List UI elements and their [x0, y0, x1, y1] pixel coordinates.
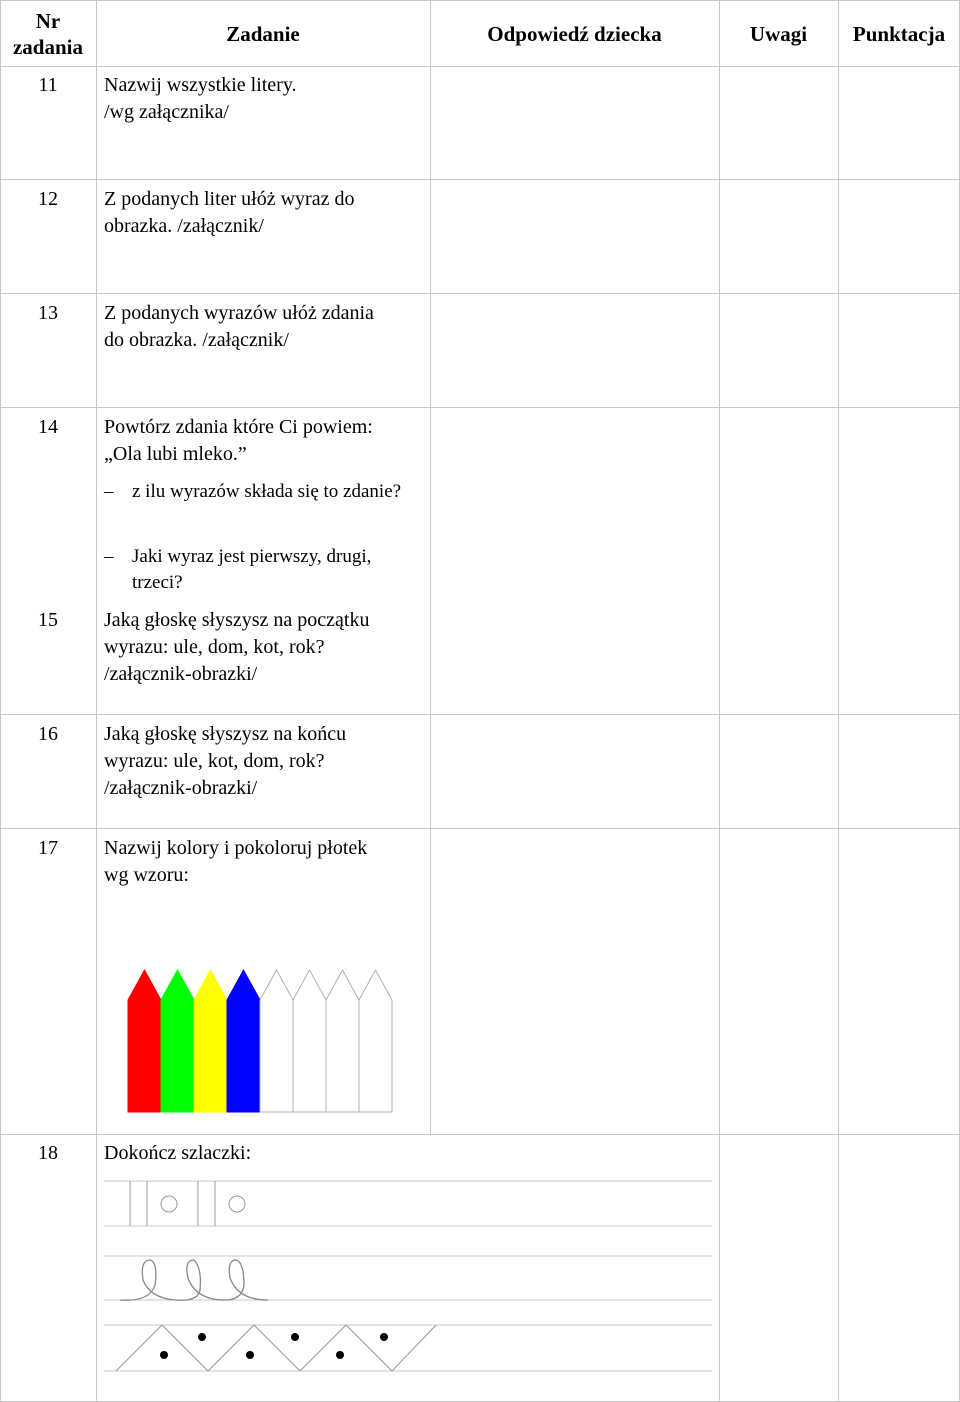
- pattern-dots: [160, 1333, 388, 1359]
- fence-picket: [128, 970, 161, 1112]
- pattern-circle: [161, 1196, 177, 1212]
- fence-picket: [260, 970, 293, 1112]
- task-number: 17: [38, 837, 58, 859]
- task-line: Z podanych wyrazów ułóż zdania: [104, 302, 374, 324]
- task-number: 18: [38, 1142, 58, 1164]
- header-notes: Uwagi: [749, 22, 808, 46]
- task-line: Nazwij wszystkie litery.: [104, 74, 297, 96]
- loop-stroke: [120, 1260, 268, 1300]
- pattern-dot: [291, 1333, 299, 1341]
- task-line: Jaką głoskę słyszysz na początku: [104, 609, 370, 631]
- task-line: /załącznik-obrazki/: [104, 663, 258, 685]
- task-line: wyrazu: ule, dom, kot, rok?: [104, 636, 325, 658]
- task-line: Nazwij kolory i pokoloruj płotek: [104, 837, 368, 859]
- task-line: „Ola lubi mleko.”: [104, 443, 247, 465]
- pattern-dot: [380, 1333, 388, 1341]
- pattern-dot: [246, 1351, 254, 1359]
- pattern-dot: [198, 1333, 206, 1341]
- fence-picket: [359, 970, 392, 1112]
- task-number: 15: [38, 609, 58, 631]
- task-line: wyrazu: ule, kot, dom, rok?: [104, 750, 325, 772]
- task-line: do obrazka. /załącznik/: [104, 329, 289, 351]
- fence-picket: [227, 970, 260, 1112]
- bullet-dash: –: [104, 481, 114, 502]
- pattern-worksheet: [104, 1181, 712, 1371]
- task-number: 12: [38, 188, 58, 210]
- task-number: 11: [38, 74, 58, 96]
- header-task: Zadanie: [226, 22, 300, 46]
- task-line: Dokończ szlaczki:: [104, 1142, 252, 1164]
- task-number: 16: [38, 723, 58, 745]
- task-number: 14: [38, 416, 58, 438]
- fence: [128, 970, 392, 1112]
- zigzag-stroke: [116, 1325, 436, 1371]
- pattern-zigzag: [116, 1325, 436, 1371]
- fence-picket: [293, 970, 326, 1112]
- task-line: wg wzoru:: [104, 864, 189, 886]
- task-line: /wg załącznika/: [104, 101, 229, 123]
- bullet-text: Jaki wyraz jest pierwszy, drugi, trzeci?: [132, 546, 372, 593]
- task-line: Z podanych liter ułóż wyraz do: [104, 188, 355, 210]
- task-line: obrazka. /załącznik/: [104, 215, 264, 237]
- fence-picket: [194, 970, 227, 1112]
- pattern-bars-circles: [130, 1181, 245, 1226]
- pattern-loops: [120, 1260, 268, 1300]
- bullet-dash: –: [104, 546, 114, 567]
- task-line: /załącznik-obrazki/: [104, 777, 258, 799]
- header-score: Punktacja: [852, 22, 946, 46]
- fence-picket: [326, 970, 359, 1112]
- header-answer: Odpowiedź dziecka: [487, 22, 662, 46]
- task-line: Powtórz zdania które Ci powiem:: [104, 416, 373, 438]
- header-nr: Nr zadania: [12, 9, 83, 59]
- task-number: 13: [38, 302, 58, 324]
- pattern-dot: [160, 1351, 168, 1359]
- task-line: Jaką głoskę słyszysz na końcu: [104, 723, 347, 745]
- bullet-text: z ilu wyrazów składa się to zdanie?: [132, 481, 402, 502]
- pattern-dot: [336, 1351, 344, 1359]
- fence-picket: [161, 970, 194, 1112]
- pattern-circle: [229, 1196, 245, 1212]
